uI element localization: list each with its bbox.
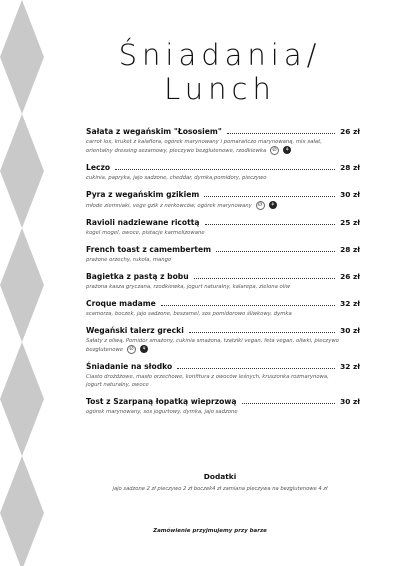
menu-item-row [86, 160, 360, 174]
menu-item-description [86, 283, 346, 291]
menu-item [86, 242, 360, 264]
menu-list [86, 124, 360, 421]
dotted-leader [189, 326, 335, 333]
diamond-shape [0, 114, 44, 228]
diamond-shape [0, 228, 44, 342]
menu-item-row [86, 215, 360, 229]
menu-item-description-text: carrot lox, kruket z kalafiora, ogórek marynowany i pomarańczo marynowaną, mix sałat, orientalny dressing sezamowy, pieczywo bezglutenowe, rzodkiewka [86, 139, 322, 154]
menu-item-row [86, 296, 360, 310]
menu-item-price: 28 zł [340, 162, 360, 172]
page-title: Śniadania/ Lunch [118, 38, 322, 106]
menu-item-description [86, 229, 346, 237]
menu-item-row [86, 359, 360, 373]
diet-icons [127, 345, 148, 354]
menu-item-description-text: Sałaty z oliwą, Pomidor smażony, cukinia smażona, tzatziki vegan, feta vegan, oliwki, pieczywo bezglutenowe [86, 338, 339, 353]
menu-item-price: 32 zł [340, 361, 360, 371]
gluten-free-icon: ∅ [256, 201, 265, 210]
extras-text: jajo sadzone 2 zł pieczywo 2 zł boczek4 zł zamiana pieczywa na bezglutenowe 4 zł [112, 486, 328, 492]
menu-item-name: Sałata z wegańskim "Łososiem" [86, 126, 222, 136]
menu-item-description-text: Ciasto drożdżowe, masło orzechowe, konfitura z owoców leśnych, kruszonka rozmarynowa, jogurt naturalny, owoce [86, 374, 329, 388]
menu-item-row [86, 323, 360, 337]
decorative-diamond-border [0, 0, 44, 566]
menu-item [86, 187, 360, 210]
dotted-leader [205, 218, 336, 225]
menu-item-name: Bagietka z pastą z bobu [86, 271, 189, 281]
menu-item-name: Ravioli nadziewane ricottą [86, 217, 200, 227]
menu-item-description [86, 373, 346, 389]
menu-item-description [86, 337, 346, 354]
menu-item [86, 215, 360, 237]
gluten-free-icon: ∅ [270, 146, 279, 155]
menu-item-description [86, 201, 346, 210]
menu-item-row [86, 269, 360, 283]
menu-item [86, 160, 360, 182]
menu-item [86, 323, 360, 354]
vegan-icon: ⚘ [284, 147, 290, 153]
menu-item-price: 32 zł [340, 298, 360, 308]
menu-item-row [86, 124, 360, 138]
vegan-icon: ⚘ [141, 346, 147, 352]
dotted-leader [204, 190, 335, 197]
menu-item-row [86, 187, 360, 201]
menu-item-row [86, 242, 360, 256]
menu-item-name: Croque madame [86, 298, 156, 308]
dotted-leader [177, 362, 335, 369]
diamond-shape [0, 0, 44, 114]
menu-item-description-text: ogórek marynowany, sos jogurtowy, dymka, jajo sadzone [86, 409, 238, 415]
menu-item-price: 30 zł [340, 189, 360, 199]
diet-icons [270, 146, 291, 155]
dotted-leader [242, 397, 336, 404]
dotted-leader [115, 163, 335, 170]
menu-item-description [86, 310, 346, 318]
menu-item-row [86, 394, 360, 408]
menu-item-price: 30 zł [340, 325, 360, 335]
menu-item [86, 296, 360, 318]
menu-item-price: 30 zł [340, 396, 360, 406]
extras-title: Dodatki [203, 472, 237, 481]
gluten-free-icon: ∅ [127, 345, 136, 354]
menu-item-price: 26 zł [340, 126, 360, 136]
menu-item-name: Pyra z wegańskim gzikiem [86, 189, 200, 199]
menu-item-description-text: prażona kasza gryczana, rzodkiewka, jogurt naturalny, kalarepa, zielona oliw [86, 284, 291, 290]
menu-item-price: 25 zł [340, 217, 360, 227]
dotted-leader [216, 245, 335, 252]
menu-item [86, 124, 360, 155]
menu-item-price: 26 zł [340, 271, 360, 281]
menu-item-description-text: scamorza, boczek, jajo sadzone, beszamel, sos pomidorowo śliwkowy, dymka [86, 311, 292, 317]
diet-icons [256, 201, 277, 210]
menu-item-description-text: prażone orzechy, rukola, mango [86, 257, 172, 263]
diamond-shape [0, 342, 44, 456]
menu-item [86, 359, 360, 389]
menu-item-name: Tost z Szarpaną łopatką wieprzową [86, 396, 237, 406]
menu-item-description [86, 256, 346, 264]
menu-item-description-text: kogel mogel, owoce, pistacje karmelizowane [86, 230, 205, 236]
dotted-leader [194, 272, 335, 279]
menu-item-name: Leczo [86, 162, 111, 172]
diamond-shape [0, 456, 44, 566]
footer-note: Zamówienie przyjmujemy przy barze [153, 528, 267, 534]
menu-item-name: Wegański talerz grecki [86, 325, 184, 335]
vegan-icon: ⚘ [270, 202, 276, 208]
extras-section [60, 472, 380, 492]
menu-item-description-text: cukinia, papryka, jajo sadzone, cheddar, dymka,pomidory, pieczywo [86, 175, 267, 181]
menu-item [86, 394, 360, 416]
dotted-leader [227, 127, 335, 134]
menu-item-description [86, 408, 346, 416]
menu-item-price: 28 zł [340, 244, 360, 254]
menu-item-name: Śniadanie na słodko [86, 361, 173, 371]
dotted-leader [161, 299, 335, 306]
menu-item-description [86, 174, 346, 182]
menu-item-description-text: młode ziemniaki, vege gzik z nerkowców, ogórek marynowany [86, 203, 252, 209]
menu-item [86, 269, 360, 291]
menu-item-name: French toast z camembertem [86, 244, 212, 254]
menu-item-description [86, 138, 346, 155]
